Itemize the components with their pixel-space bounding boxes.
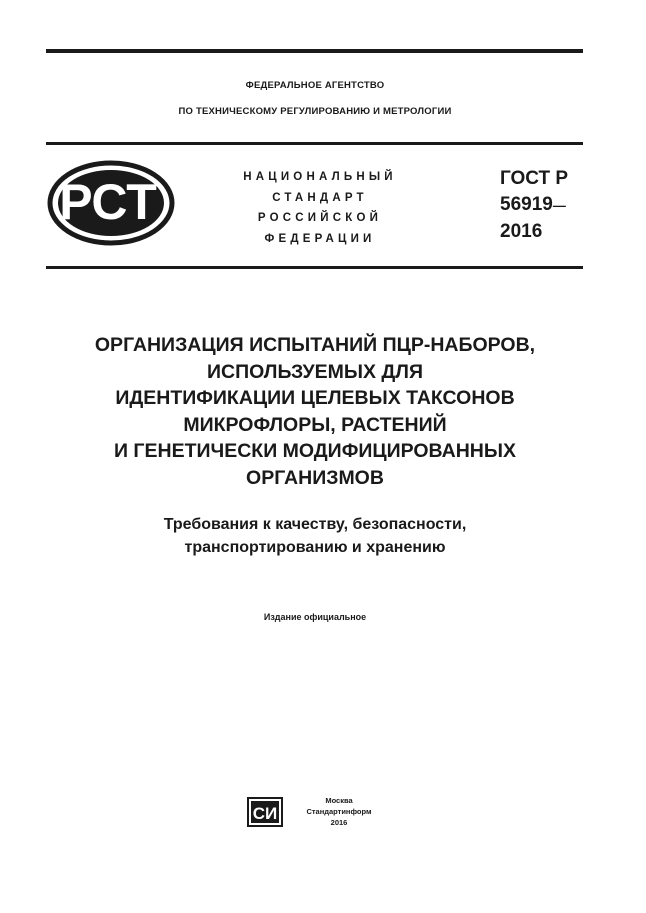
- title-line-2: ИСПОЛЬЗУЕМЫХ ДЛЯ: [207, 360, 423, 383]
- standard-designation: [500, 166, 590, 245]
- document-title: [40, 332, 590, 491]
- designation-prefix: ГОСТ Р: [500, 168, 569, 189]
- title-line-1: ОРГАНИЗАЦИЯ ИСПЫТАНИЙ ПЦР-НАБОРОВ,: [94, 334, 536, 356]
- title-line-6: ОРГАНИЗМОВ: [246, 466, 384, 489]
- national-standard-line-4: ФЕДЕРАЦИИ: [264, 232, 376, 245]
- publisher-imprint: [293, 795, 385, 828]
- document-subtitle: [60, 514, 570, 559]
- national-standard-label: [225, 167, 415, 249]
- publisher-year: 2016: [330, 818, 348, 827]
- agency-line-1: ФЕДЕРАЛЬНОЕ АГЕНТСТВО: [245, 80, 385, 91]
- top-rule: [46, 49, 583, 53]
- designation-dash: —: [552, 198, 566, 213]
- title-line-3: ИДЕНТИФИКАЦИИ ЦЕЛЕВЫХ ТАКСОНОВ: [115, 387, 515, 409]
- header-bottom-rule: [46, 266, 583, 269]
- agency-line-2: ПО ТЕХНИЧЕСКОМУ РЕГУЛИРОВАНИЮ И МЕТРОЛОГИИ: [178, 106, 452, 117]
- national-standard-line-3: РОССИЙСКОЙ: [257, 212, 383, 224]
- standartinform-logo-icon: [247, 797, 283, 827]
- subtitle-line-2: транспортированию и хранению: [184, 538, 446, 556]
- designation-number: 56919: [500, 194, 553, 215]
- designation-year: 2016: [500, 221, 543, 242]
- edition-label: Издание официальное: [263, 612, 367, 622]
- title-line-4: МИКРОФЛОРЫ, РАСТЕНИЙ: [183, 413, 447, 436]
- header-rule: [46, 142, 583, 145]
- publisher-city: Москва: [325, 796, 353, 805]
- subtitle-line-1: Требования к качеству, безопасности,: [163, 516, 467, 533]
- designation-number-line: [500, 192, 590, 219]
- title-line-5: И ГЕНЕТИЧЕСКИ МОДИФИЦИРОВАННЫХ: [114, 440, 516, 462]
- publisher-logo-text: СИ: [252, 804, 278, 823]
- logo-text: РСТ: [59, 174, 157, 230]
- national-standard-line-1: НАЦИОНАЛЬНЫЙ: [243, 171, 397, 183]
- rst-certification-mark-icon: [47, 160, 175, 246]
- national-standard-line-2: СТАНДАРТ: [272, 191, 368, 204]
- publisher-name: Стандартинформ: [306, 807, 372, 816]
